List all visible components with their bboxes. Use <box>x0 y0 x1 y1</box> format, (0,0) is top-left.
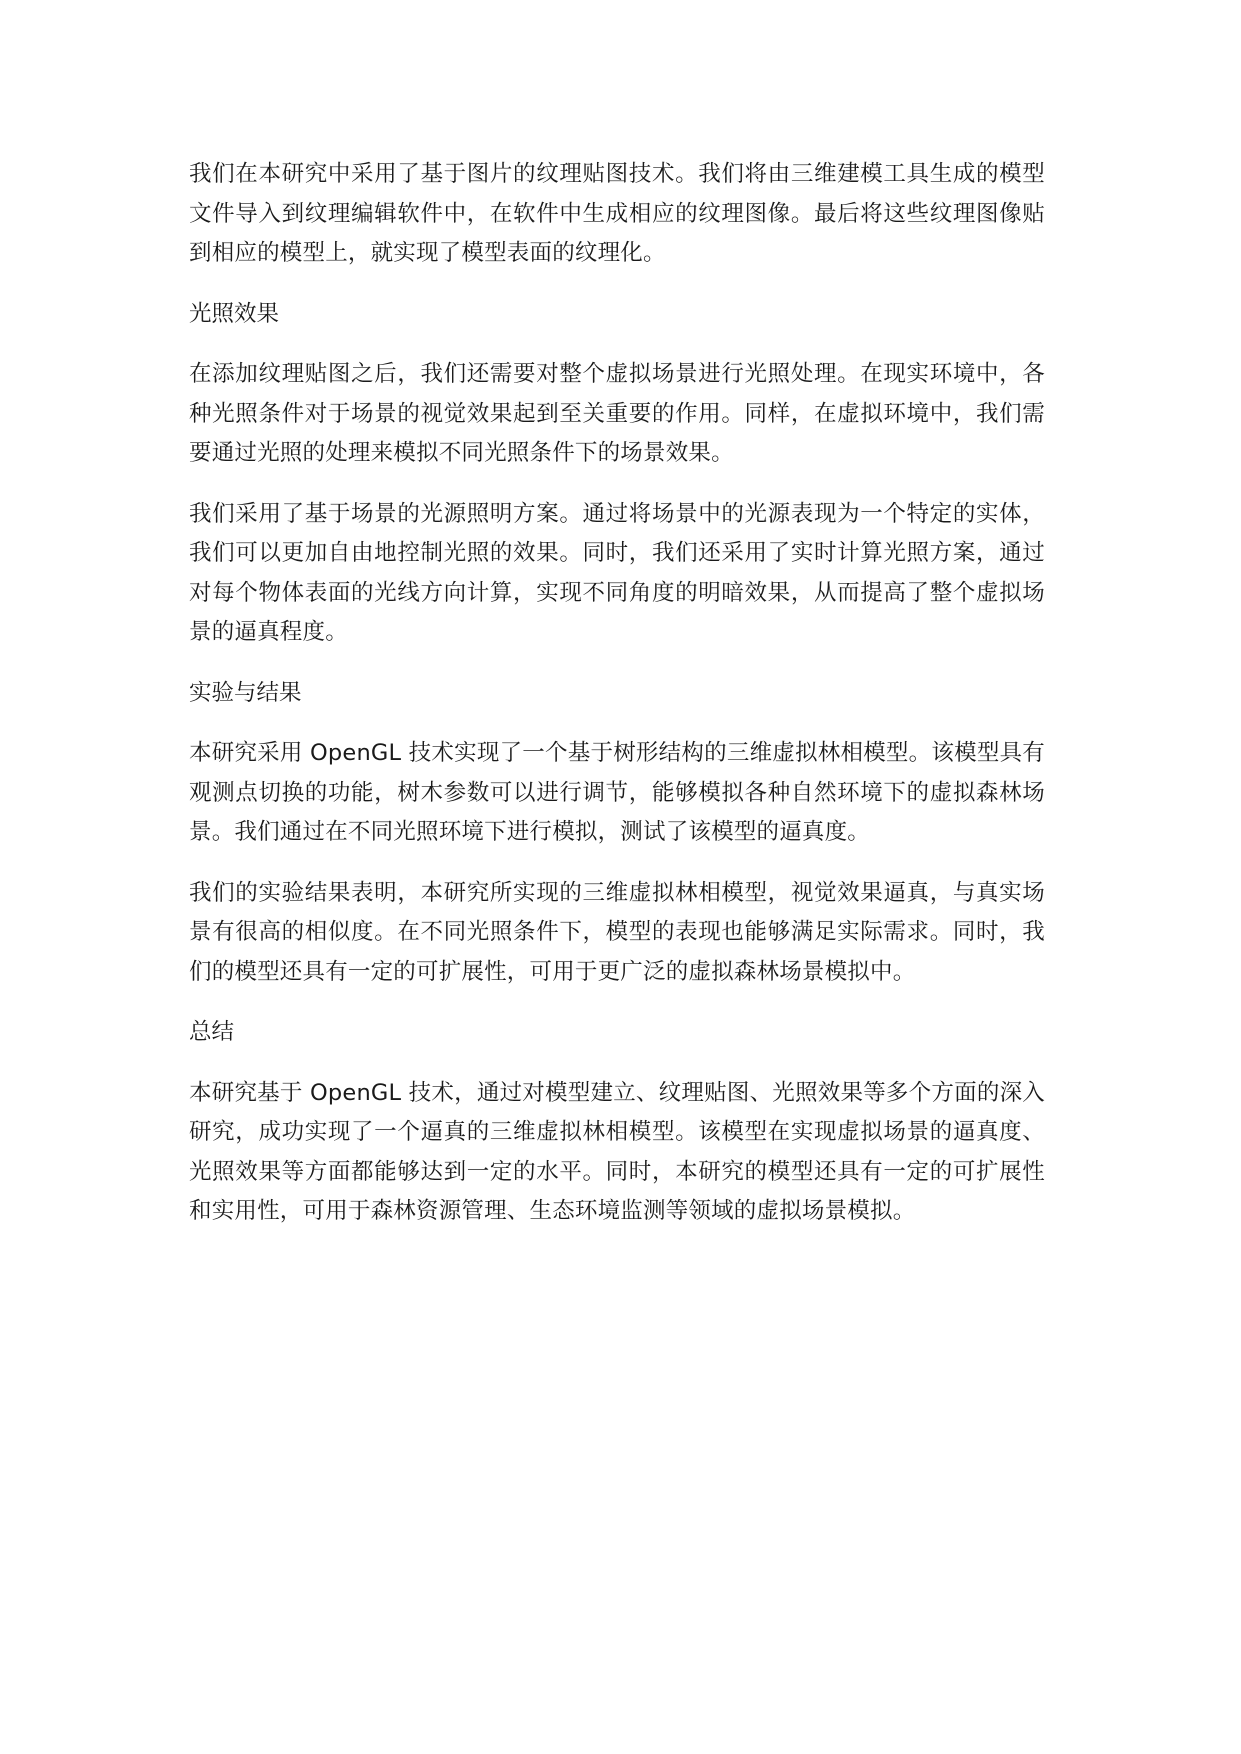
paragraph-experiment: 本研究采用 OpenGL 技术实现了一个基于树形结构的三维虚拟林相模型。该模型具有观测点切换的功能，树木参数可以进行调节，能够模拟各种自然环境下的虚拟森林场景。我们通过在不同光照环境下进行模拟，测试了该模型的逼真度。 <box>189 740 1045 845</box>
paragraph-texture-mapping: 我们在本研究中采用了基于图片的纹理贴图技术。我们将由三维建模工具生成的模型文件导入到纹理编辑软件中，在软件中生成相应的纹理图像。最后将这些纹理图像贴到相应的模型上，就实现了模型表面的纹理化。 <box>189 161 1045 266</box>
heading-lighting: 光照效果 <box>189 300 280 327</box>
heading-experiment-results: 实验与结果 <box>189 679 302 706</box>
paragraph-lighting-method: 我们采用了基于场景的光源照明方案。通过将场景中的光源表现为一个特定的实体，我们可以更加自由地控制光照的效果。同时，我们还采用了实时计算光照方案，通过对每个物体表面的光线方向计算，实现不同角度的明暗效果，从而提高了整个虚拟场景的逼真程度。 <box>189 500 1045 645</box>
document-body <box>189 155 1045 1253</box>
paragraph-lighting-intro: 在添加纹理贴图之后，我们还需要对整个虚拟场景进行光照处理。在现实环境中，各种光照条件对于场景的视觉效果起到至关重要的作用。同样，在虚拟环境中，我们需要通过光照的处理来模拟不同光照条件下的场景效果。 <box>189 361 1045 466</box>
paragraph-summary: 本研究基于 OpenGL 技术，通过对模型建立、纹理贴图、光照效果等多个方面的深入研究，成功实现了一个逼真的三维虚拟林相模型。该模型在实现虚拟场景的逼真度、光照效果等方面都能够达到一定的水平。同时，本研究的模型还具有一定的可扩展性和实用性，可用于森林资源管理、生态环境监测等领域的虚拟场景模拟。 <box>189 1079 1045 1224</box>
heading-summary: 总结 <box>189 1019 235 1045</box>
paragraph-results: 我们的实验结果表明，本研究所实现的三维虚拟林相模型，视觉效果逼真，与真实场景有很高的相似度。在不同光照条件下，模型的表现也能够满足实际需求。同时，我们的模型还具有一定的可扩展性，可用于更广泛的虚拟森林场景模拟中。 <box>189 879 1045 985</box>
